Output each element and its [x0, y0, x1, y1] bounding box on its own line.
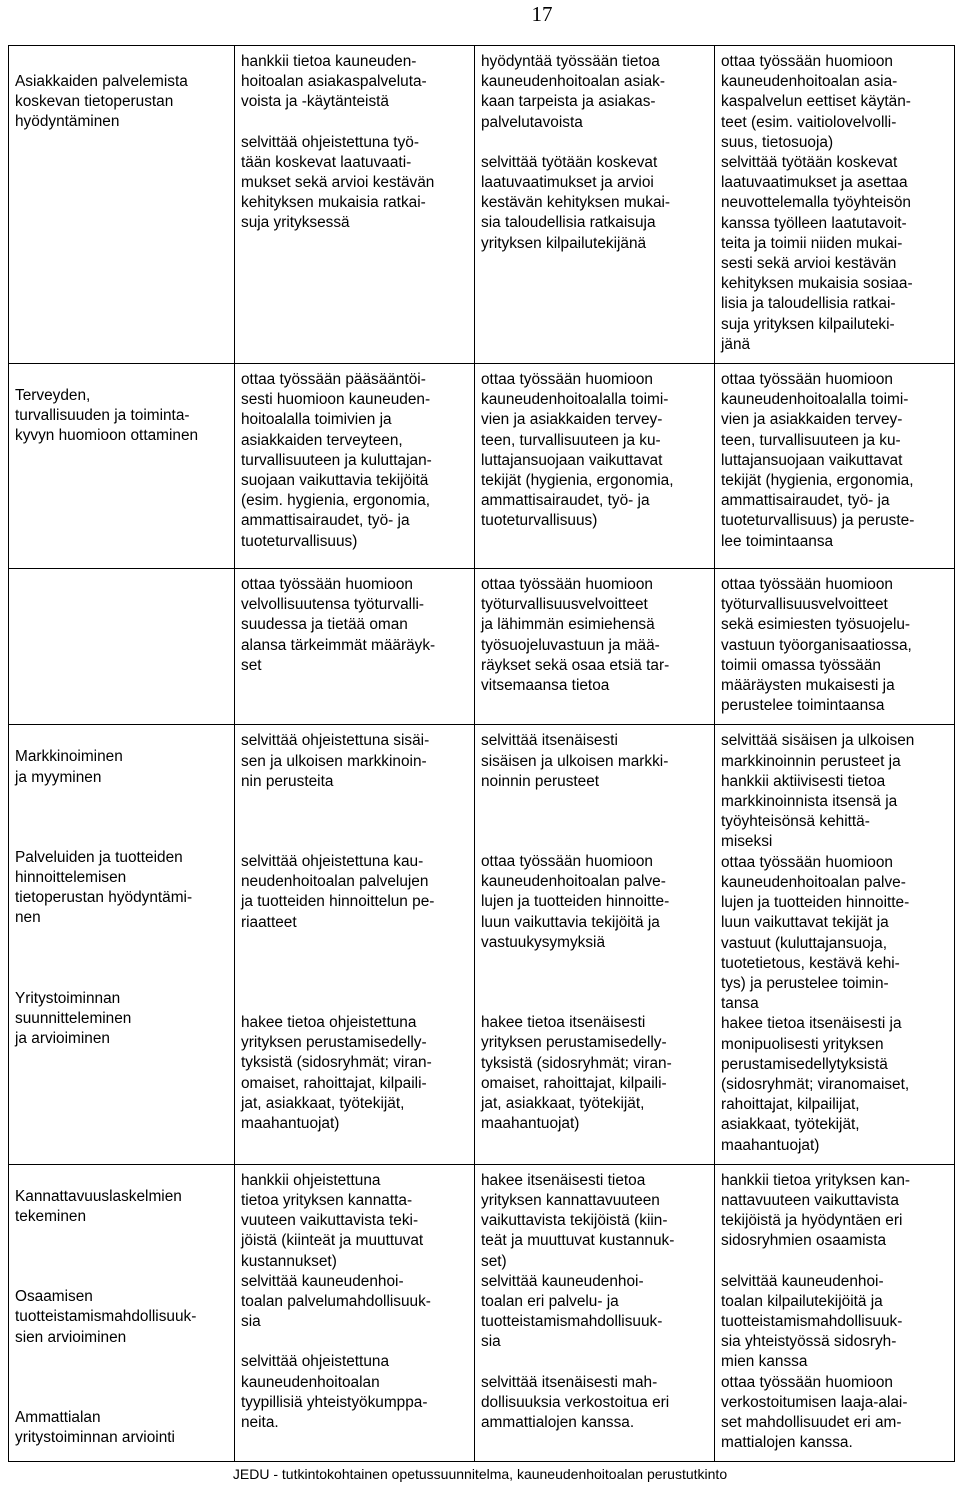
topic-cell [9, 1164, 235, 1462]
criteria-text: hankkii tietoa kauneuden- hoitoalan asiakaspalveluta- voista ja -käytänteistä [241, 53, 427, 111]
topic-text: Palveluiden ja tuotteiden hinnoittelemisen tietoperustan hyödyntämi- nen [15, 848, 193, 927]
topic-text: Yritystoiminnan suunnitteleminen ja arvioiminen [15, 989, 132, 1048]
table-row [9, 46, 955, 364]
criteria-text: selvittää ohjeistettuna kauneudenhoitoalan tyypillisiä yhteistyökumppa- neita. [241, 1353, 428, 1431]
page-footer: JEDU - tutkintokohtainen opetussuunnitelma, kauneudenhoitoalan perustutkinto [232, 1466, 728, 1482]
criteria-cell-excellent [715, 569, 955, 725]
criteria-cell-good [475, 364, 715, 569]
page-number: 17 [531, 2, 553, 26]
criteria-cell-excellent [715, 364, 955, 569]
topic-text: Ammattialan yritystoiminnan arviointi [15, 1408, 175, 1446]
topic-text: Asiakkaiden palvelemista koskevan tietoperustan hyödyntäminen [15, 73, 188, 131]
topic-text: Kannattavuuslaskelmien tekeminen [15, 1187, 182, 1225]
table-row [9, 364, 955, 569]
criteria-text: selvittää ohjeistettuna työ- tään koskevat laatuvaati- mukset sekä arvioi kestävän kehityksen mukaisia ratkai- suja yrityksessä [241, 133, 435, 232]
criteria-text: ottaa työssään huomioon kauneudenhoitoalan palve- lujen ja tuotteiden hinnoitte- luun vaikuttavia tekijöitä ja vastuukysymyksiä [481, 853, 670, 951]
criteria-text: ottaa työssään pääsääntöi- sesti huomioon kauneuden- hoitoalalla toimivien ja asiakkaiden terveyteen, turvallisuuteen ja kuluttajan- suojaan vaikuttavia tekijöitä (esim. hygienia, ergonomia, ammattisairaudet, työ- ja tuoteturvallisuus) [241, 371, 432, 550]
topic-text: Terveyden, turvallisuuden ja toiminta- kyvyn huomioon ottaminen [15, 387, 199, 445]
criteria-text: hakee tietoa ohjeistettuna yrityksen perustamisedelly- tyksistä (sidosryhmät; viran- omaiset, rahoittajat, kilpaili- jat, asiakkaat, työtekijät, maahantuojat) [241, 1013, 432, 1132]
criteria-cell-satisfactory [235, 725, 475, 1164]
table-row [9, 1164, 955, 1462]
criteria-text: hyödyntää työssään tietoa kauneudenhoitoalan asiak- kaan tarpeista ja asiakas- palvelutavoista [481, 53, 665, 131]
topic-cell [9, 569, 235, 725]
criteria-text: hankkii ohjeistettuna tietoa yrityksen kannatta- vuuteen vaikuttavista teki- jöistä (kiinteät ja muuttuvat kustannukset) selvittää kauneudenhoi- toalan palvelumahdollisuuk- sia [241, 1171, 431, 1331]
criteria-cell-satisfactory [235, 46, 475, 364]
criteria-text: ottaa työssään huomioon kauneudenhoitoalalla toimi- vien ja asiakkaiden tervey- teen, turvallisuuteen ja ku- luttajansuojaan vaikuttavat tekijät (hygienia, ergonomia, ammattisairaudet, työ- ja tuoteturvallisuus) [481, 371, 674, 530]
criteria-cell-good [475, 1164, 715, 1462]
table-row [9, 569, 955, 725]
criteria-text: ottaa työssään huomioon velvollisuutensa työturvalli- suudessa ja tietää oman alansa tärkeimmät määräyk- set [241, 576, 436, 674]
criteria-text: ottaa työssään huomioon työturvallisuusvelvoitteet sekä esimiesten työsuojelu- vastuun työorganisaatiossa, toimii omassa työssään määräysten mukaisesti ja perustelee toimintaansa [721, 576, 912, 715]
criteria-cell-excellent [715, 725, 955, 1164]
criteria-text: selvittää sisäisen ja ulkoisen markkinoinnin perusteet ja hankkii aktiivisesti tietoa markkinoinnista itsensä ja työyhteisönsä kehittä- miseksi ottaa työssään huomioon kauneudenhoitoalan palve- lujen ja tuotteiden hinnoitte- luun vaikuttavat tekijät ja vastuut (kuluttajansuoja, tuotetietous, kestävä kehi- tys) ja perustelee toimin- tansa hakee tietoa itsenäisesti ja monipuolisesti yrityksen perustamisedellytyksistä (sidosryhmät; viranomaiset, rahoittajat, kilpailijat, asiakkaat, työtekijät, maahantuojat) [721, 732, 915, 1154]
table-row [9, 725, 955, 1164]
criteria-text: ottaa työssään huomioon kauneudenhoitoalalla toimi- vien ja asiakkaiden tervey- teen, turvallisuuteen ja ku- luttajansuojaan vaikuttavat tekijät (hygienia, ergonomia, ammattisairaudet, työ- ja tuoteturvallisuus) ja peruste- lee toimintaansa [721, 371, 915, 550]
topic-cell [9, 46, 235, 364]
criteria-cell-good [475, 725, 715, 1164]
criteria-text: selvittää itsenäisesti sisäisen ja ulkoisen markki- noinnin perusteet [481, 732, 669, 790]
criteria-text: selvittää itsenäisesti mah- dollisuuksia verkostoitua eri ammattialojen kanssa. [481, 1373, 670, 1431]
curriculum-table [8, 45, 955, 1462]
criteria-text: ottaa työssään huomioon työturvallisuusvelvoitteet ja lähimmän esimiehensä työsuojeluvastuun ja mää- räykset sekä osaa etsiä tar- vitsemaansa tietoa [481, 576, 670, 695]
criteria-cell-excellent [715, 1164, 955, 1462]
topic-text: Osaamisen tuotteistamismahdollisuuk- sien arvioiminen [15, 1288, 197, 1346]
criteria-cell-good [475, 46, 715, 364]
topic-cell [9, 725, 235, 1164]
criteria-text: hakee tietoa itsenäisesti yrityksen perustamisedelly- tyksistä (sidosryhmät; viran- omaiset, rahoittajat, kilpaili- jat, asiakkaat, työtekijät, maahantuojat) [481, 1014, 672, 1133]
criteria-text: hankkii tietoa yrityksen kan- nattavuuteen vaikuttavista tekijöistä ja hyödyntäen eri sidosryhmien osaamista [721, 1171, 911, 1250]
topic-cell [9, 364, 235, 569]
criteria-text: selvittää työtään koskevat laatuvaatimukset ja arvioi kestävän kehityksen mukai- sia taloudellisia ratkaisuja yrityksen kilpailutekijänä [481, 153, 671, 252]
criteria-cell-satisfactory [235, 1164, 475, 1462]
criteria-cell-satisfactory [235, 569, 475, 725]
criteria-cell-excellent [715, 46, 955, 364]
criteria-cell-satisfactory [235, 364, 475, 569]
criteria-text: selvittää ohjeistettuna sisäi- sen ja ulkoisen markkinoin- nin perusteita [241, 732, 430, 790]
criteria-text: hakee itsenäisesti tietoa yrityksen kannattavuuteen vaikuttavista tekijöistä (kiin- teät ja muuttuvat kustannuk- set) selvittää kauneudenhoi- toalan eri palvelu- ja tuotteistamismahdollisuuk- sia [481, 1171, 675, 1351]
criteria-text: ottaa työssään huomioon kauneudenhoitoalan asia- kaspalvelun eettiset käytän- teet (esim. vaitiolovelvolli- suus, tietosuoja) selvittää työtään koskevat laatuvaatimukset ja asettaa neuvottelemalla työyhteisön kanssa työlleen laatutavoit- teita ja toimii niiden mukai- sesti sekä arvioi kestävän kehityksen mukaisia sosiaa- lisia ja taloudellisia ratkai- suja yrityksen kilpailuteki- jänä [721, 53, 913, 353]
topic-text: Markkinoiminen ja myyminen [15, 748, 123, 786]
criteria-cell-good [475, 569, 715, 725]
criteria-text: selvittää kauneudenhoi- toalan kilpailutekijöitä ja tuotteistamismahdollisuuk- sia yhteistyössä sidosryh- mien kanssa ottaa työssään huomioon verkostoitumisen laaja-alai- set mahdollisuudet eri am- mattialojen kanssa. [721, 1272, 908, 1452]
criteria-text: selvittää ohjeistettuna kau- neudenhoitoalan palvelujen ja tuotteiden hinnoittelun pe- riaatteet [241, 853, 435, 931]
